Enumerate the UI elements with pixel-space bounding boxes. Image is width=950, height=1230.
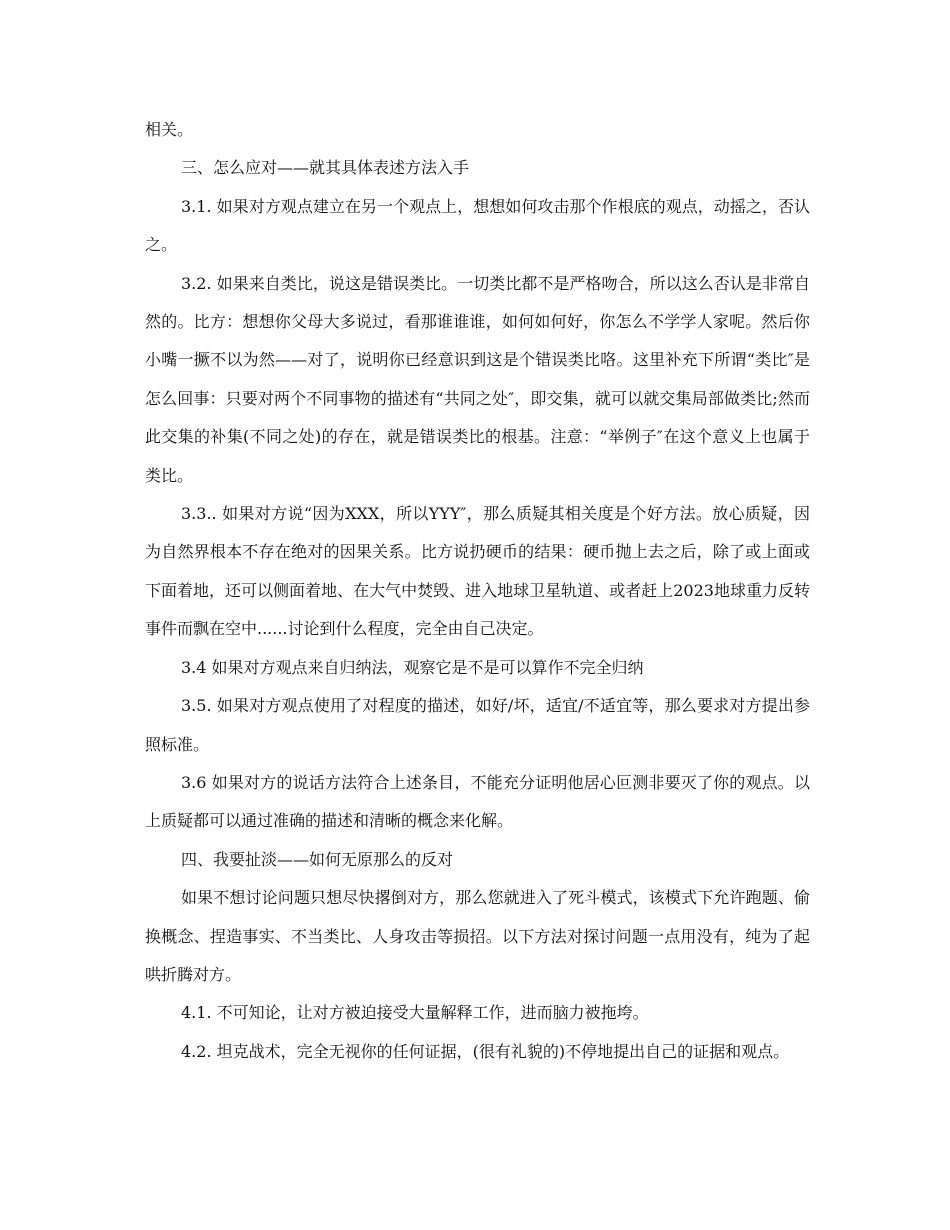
paragraph-3-4: 3.4 如果对方观点来自归纳法，观察它是不是可以算作不完全归纳	[181, 657, 644, 677]
paragraph-4-1: 4.1. 不可知论，让对方被迫接受大量解释工作，进而脑力被拖垮。	[181, 1003, 649, 1023]
paragraph-4-2: 4.2. 坦克战术，完全无视你的任何证据，(很有礼貌的)不停地提出自己的证据和观点。	[181, 1041, 790, 1061]
paragraph-3-3: 3.3.. 如果对方说“因为XXX，所以YYY″，那么质疑其相关度是个好方法。放心质疑，因为自然界根本不存在绝对的因果关系。比方说扔硬币的结果：硬币抛上去之后，除了或上面或下面着地，还可以侧面着地、在大气中焚毁、进入地球卫星轨道、或者赶上2023地球重力反转事件而飘在空中......讨论到什么程度，完全由自己决定。	[145, 504, 810, 639]
paragraph-3-1: 3.1. 如果对方观点建立在另一个观点上，想想如何攻击那个作根底的观点，动摇之，否认之。	[145, 196, 810, 255]
section-heading-3: 三、怎么应对——就其具体表述方法入手	[181, 158, 470, 178]
paragraph-3-2: 3.2. 如果来自类比，说这是错误类比。一切类比都不是严格吻合，所以这么否认是非常自然的。比方：想想你父母大多说过，看那谁谁谁，如何如何好，你怎么不学学人家呢。然后你小嘴一撅不以为然——对了，说明你已经意识到这是个错误类比咯。这里补充下所谓“类比″是怎么回事：只要对两个不同事物的描述有“共同之处″，即交集，就可以就交集局部做类比;然而此交集的补集(不同之处)的存在，就是错误类比的根基。注意：“举例子″在这个意义上也属于类比。	[145, 273, 810, 485]
document-body	[145, 111, 810, 1071]
paragraph-4-intro: 如果不想讨论问题只想尽快撂倒对方，那么您就进入了死斗模式，该模式下允许跑题、偷换概念、捏造事实、不当类比、人身攻击等损招。以下方法对探讨问题一点用没有，纯为了起哄折腾对方。	[145, 888, 810, 984]
paragraph-continuation: 相关。	[145, 120, 194, 139]
paragraph-3-6: 3.6 如果对方的说话方法符合上述条目，不能充分证明他居心叵测非要灭了你的观点。以上质疑都可以通过准确的描述和清晰的概念来化解。	[145, 772, 810, 831]
paragraph-3-5: 3.5. 如果对方观点使用了对程度的描述，如好/坏，适宜/不适宜等，那么要求对方提出参照标准。	[145, 696, 810, 754]
section-heading-4: 四、我要扯淡——如何无原那么的反对	[181, 849, 454, 869]
